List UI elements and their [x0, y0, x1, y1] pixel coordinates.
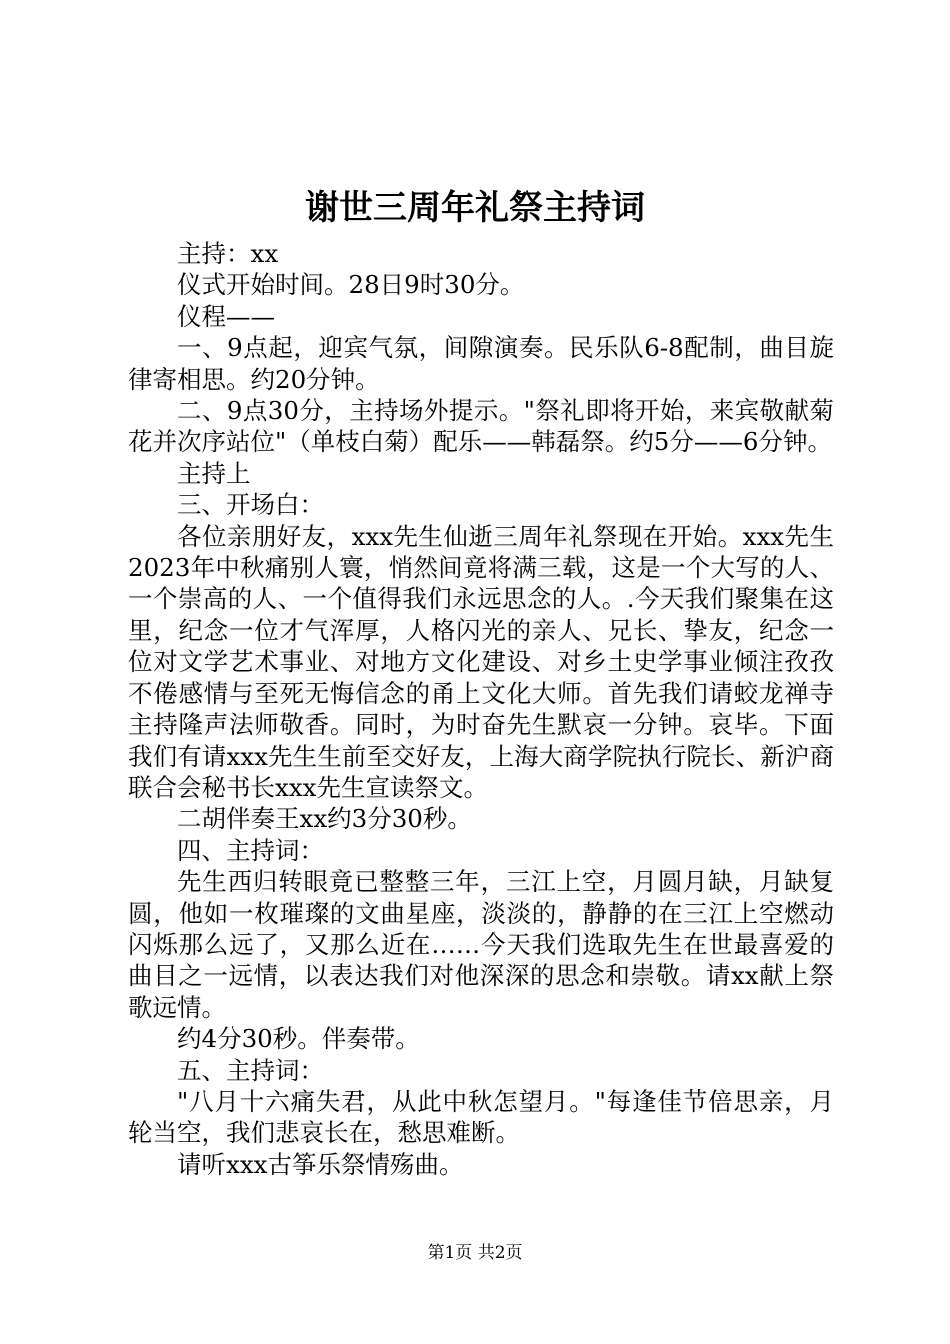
paragraph-start-time: 仪式开始时间。28日9时30分。 [177, 270, 525, 300]
paragraph-step-two: 二、9点30分，主持场外提示。"祭礼即将开始，来宾敬献菊花并次序站位"（单枝白菊）配乐——韩磊祭。约5分——6分钟。 [128, 396, 834, 457]
paragraph-host-words-five: 五、主持词： [177, 1055, 324, 1085]
paragraph-tribute: 先生西归转眼竟已整整三年，三江上空，月圆月缺，月缺复圆，他如一枚璀璨的文曲星座，淡淡的，静静的在三江上空燃动闪烁那么远了，又那么近在……今天我们选取先生在世最喜爱的曲目之一远情，以表达我们对他深深的思念和崇敬。请xx献上祭歌远情。 [128, 867, 834, 1022]
page-footer: 第1页 共2页 [427, 1243, 523, 1263]
paragraph-step-one: 一、9点起，迎宾气氛，间隙演奏。民乐队6-8配制，曲目旋律寄相思。约20分钟。 [128, 333, 834, 394]
page-title: 谢世三周年礼祭主持词 [305, 188, 645, 228]
paragraph-host-words-four: 四、主持词： [177, 835, 324, 865]
paragraph-host-on-stage: 主持上 [177, 458, 251, 488]
paragraph-opening-speech: 各位亲朋好友，xxx先生仙逝三周年礼祭现在开始。xxx先生2023年中秋痛别人寰，悄然间竟将满三载，这是一个大写的人、一个崇高的人、一个值得我们永远思念的人。.今天我们聚集在这里，纪念一位才气浑厚，人格闪光的亲人、兄长、挚友，纪念一位对文学艺术事业、对地方文化建设、对乡土史学事业倾注孜孜不倦感情与至死无悔信念的甬上文化大师。首先我们请蛟龙禅寺主持隆声法师敬香。同时，为时奋先生默哀一分钟。哀毕。下面我们有请xxx先生生前至交好友，上海大商学院执行院长、新沪商联合会秘书长xxx先生宣读祭文。 [128, 521, 834, 802]
paragraph-ceremony-heading: 仪程—— [177, 301, 275, 331]
document-body [128, 238, 834, 1180]
paragraph-mid-autumn: "八月十六痛失君，从此中秋怎望月。"每逢佳节倍思亲，月轮当空，我们悲哀长在，愁思难断。 [128, 1086, 834, 1148]
paragraph-duration: 约4分30秒。伴奏带。 [177, 1024, 420, 1054]
paragraph-erhu: 二胡伴奏王xx约3分30秒。 [177, 804, 472, 834]
paragraph-host: 主持：xx [177, 239, 279, 268]
paragraph-guzheng: 请听xxx古筝乐祭情殇曲。 [177, 1149, 464, 1179]
paragraph-opening-heading: 三、开场白： [177, 490, 324, 520]
